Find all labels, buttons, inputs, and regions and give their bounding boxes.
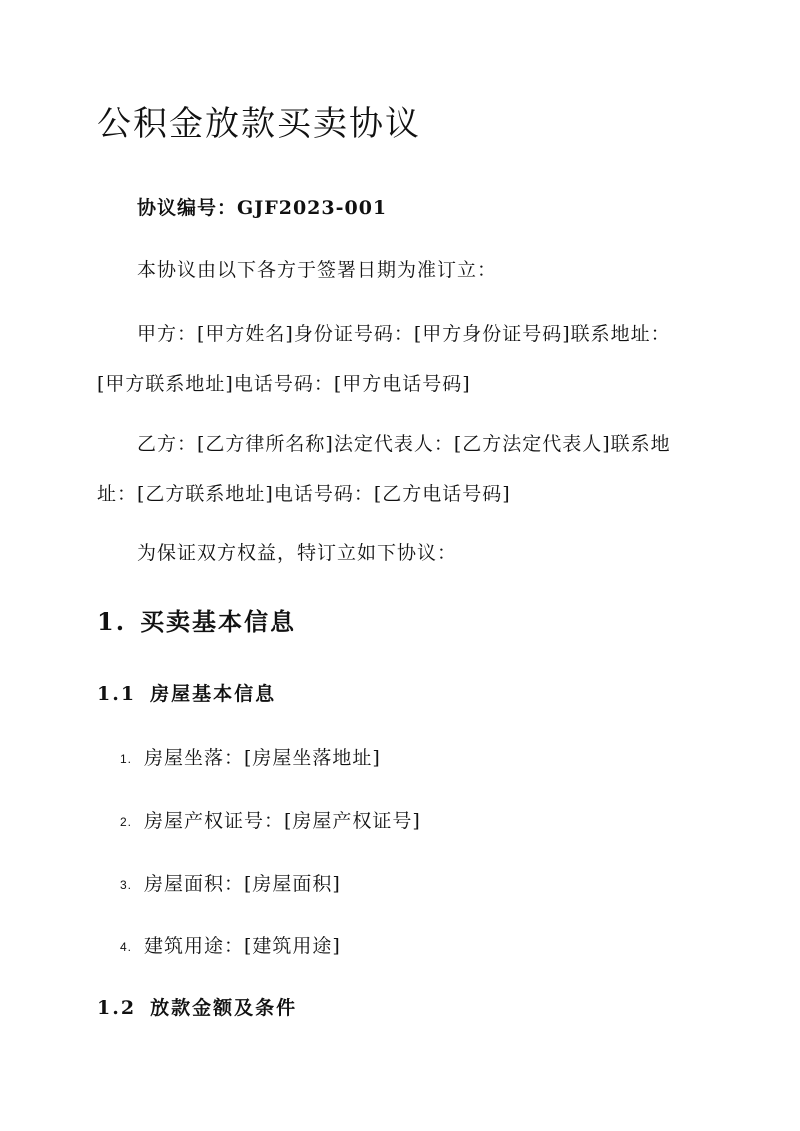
list-item-number: 3. (120, 878, 133, 892)
list-item-text: 建筑用途：[建筑用途] (144, 935, 341, 957)
section-1-1-number: 1.1 (97, 683, 137, 705)
list-item-text: 房屋面积：[房屋面积] (144, 873, 341, 895)
section-1-heading (97, 602, 296, 637)
list-item-number: 1. (120, 752, 133, 766)
purpose-paragraph: 为保证双方权益，特订立如下协议： (137, 542, 458, 564)
section-1-title: 买卖基本信息 (140, 607, 297, 636)
list-item-number: 4. (120, 940, 133, 954)
list-item-number: 2. (120, 815, 133, 829)
section-1-number: 1. (97, 607, 127, 636)
section-1-1-heading (97, 679, 276, 706)
agreement-number-value: GJF2023-001 (237, 197, 388, 219)
agreement-number-label: 协议编号： (137, 197, 238, 219)
list-item (120, 743, 381, 770)
document-title: 公积金放款买卖协议 (97, 104, 421, 144)
party-a-paragraph: 甲方：[甲方姓名]身份证号码：[甲方身份证号码]联系地址：[甲方联系地址]电话号码：[甲方电话号码] (97, 323, 671, 395)
section-1-2-title: 放款金额及条件 (150, 997, 298, 1019)
list-item-text: 房屋产权证号：[房屋产权证号] (144, 810, 421, 832)
list-item-text: 房屋坐落：[房屋坐落地址] (144, 747, 381, 769)
section-1-2-number: 1.2 (97, 997, 137, 1019)
section-1-1-title: 房屋基本信息 (150, 683, 277, 705)
party-b-paragraph: 乙方：[乙方律所名称]法定代表人：[乙方法定代表人]联系地址：[乙方联系地址]电话号码：[乙方电话号码] (97, 433, 671, 505)
list-item (120, 806, 421, 833)
list-item (120, 931, 341, 958)
list-item (120, 869, 341, 896)
section-1-2-heading (97, 993, 297, 1020)
agreement-number (97, 184, 697, 232)
intro-paragraph: 本协议由以下各方于签署日期为准订立： (137, 259, 498, 281)
